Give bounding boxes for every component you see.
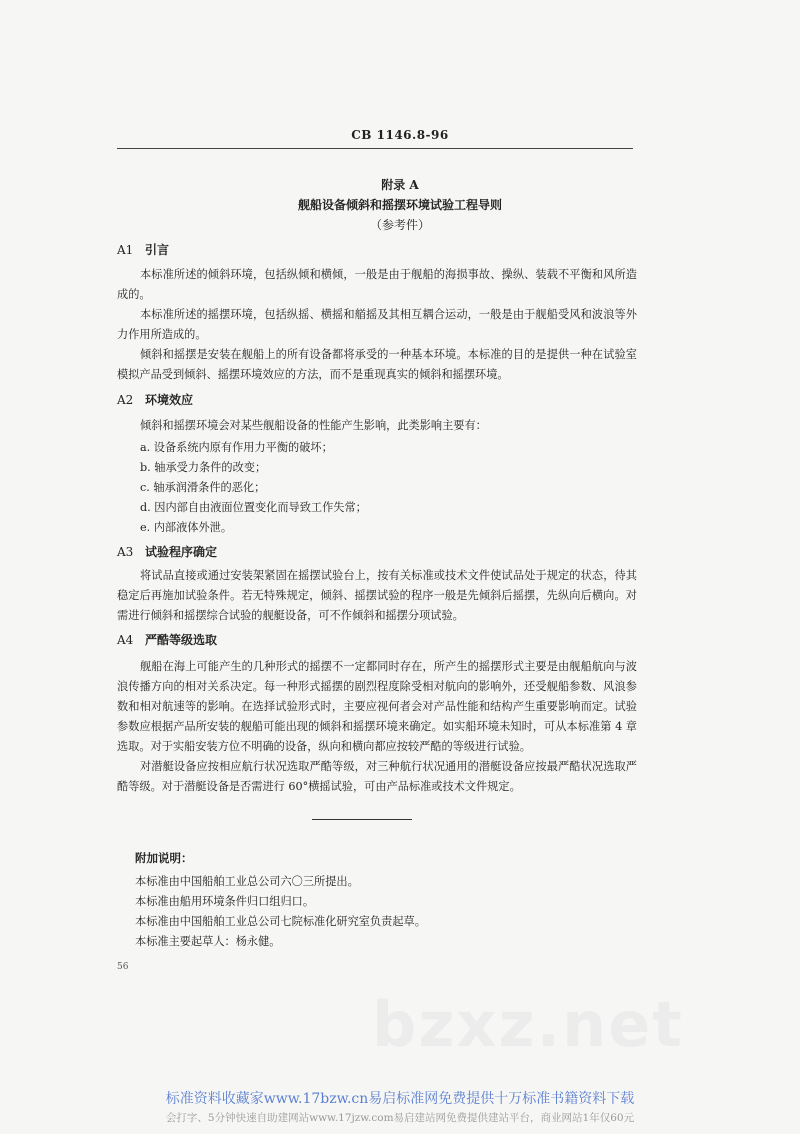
end-rule [312, 819, 412, 820]
section-number: A3 [117, 545, 134, 559]
list-item: e. 内部液体外泄。 [140, 521, 233, 534]
paragraph: 本标准所述的摇摆环境，包括纵摇、横摇和艏摇及其相互耦合运动，一般是由于舰船受风和波浪等外力作用所造成的。 [117, 308, 637, 341]
note-line: 本标准由船用环境条件归口组归口。 [135, 895, 315, 908]
header-rule [117, 148, 633, 149]
footer-ad-line[interactable]: 会打字、5分钟快速自助建网站www.17jzw.com易启建站网免费提供建站平台，商业网站1年仅60元 [165, 1112, 635, 1124]
note-line: 本标准由中国船舶工业总公司七院标准化研究室负责起草。 [135, 915, 426, 928]
list-item: a. 设备系统内原有作用力平衡的破坏； [140, 441, 333, 454]
appendix-label: 附录 A [381, 178, 419, 192]
section-title: 引言 [145, 243, 170, 257]
notes-heading: 附加说明： [135, 851, 193, 865]
section-title: 严酷等级选取 [145, 633, 218, 647]
section-number: A2 [117, 393, 134, 407]
section-number: A4 [117, 633, 134, 647]
page-number: 56 [117, 962, 129, 972]
paragraph: 倾斜和摇摆环境会对某些舰船设备的性能产生影响，此类影响主要有： [140, 419, 487, 432]
section-heading-a1 [117, 241, 169, 258]
document-code: CB 1146.8-96 [351, 128, 449, 142]
paragraph: 对潜艇设备应按相应航行状况选取严酷等级，对三种航行状况通用的潜艇设备应按最严酷状况选取严酷等级。对于潜艇设备是否需进行 60°横摇试验，可由产品标准或技术文件规定。 [117, 760, 637, 793]
list-item: d. 因内部自由液面位置变化而导致工作失常； [140, 501, 367, 514]
paragraph: 将试品直接或通过安装架紧固在摇摆试验台上，按有关标准或技术文件使试品处于规定的状态，待其稳定后再施加试验条件。若无特殊规定，倾斜、摇摆试验的程序一般是先倾斜后摇摆，先纵向后横向。对需进行倾斜和摇摆综合试验的舰艇设备，可不作倾斜和摇摆分项试验。 [117, 569, 637, 622]
note-line: 本标准主要起草人：杨永健。 [135, 935, 281, 948]
paragraph: 舰船在海上可能产生的几种形式的摇摆不一定都同时存在，所产生的摇摆形式主要是由舰船航向与波浪传播方向的相对关系决定。每一种形式摇摆的剧烈程度除受相对航向的影响外，还受舰船参数、风浪参数和相对航速等的影响。在选择试验形式时，主要应视何者会对产品性能和结构产生重要影响而定。试验参数应根据产品所安装的舰船可能出现的倾斜和摇摆环境来确定。如实船环境未知时，可从本标准第 4 章选取。对于实船安装方位不明确的设备，纵向和横向都应按较严酷的等级进行试验。 [117, 660, 637, 753]
footer-link-line[interactable]: 标准资料收藏家www.17bzw.cn易启标准网免费提供十万标准书籍资料下载 [165, 1091, 635, 1107]
list-item: c. 轴承润滑条件的恶化； [140, 481, 266, 494]
section-title: 环境效应 [145, 393, 194, 407]
section-number: A1 [117, 243, 134, 257]
list-item: b. 轴承受力条件的改变； [140, 461, 267, 474]
section-heading-a3 [117, 543, 217, 560]
note-line: 本标准由中国船舶工业总公司六〇三所提出。 [135, 875, 359, 888]
paragraph: 本标准所述的倾斜环境，包括纵倾和横倾，一般是由于舰船的海损事故、操纵、装载不平衡和风所造成的。 [117, 268, 637, 301]
section-heading-a2 [117, 391, 193, 408]
appendix-note: （参考件） [369, 218, 430, 232]
section-heading-a4 [117, 631, 217, 648]
paragraph: 倾斜和摇摆是安装在舰船上的所有设备都将承受的一种基本环境。本标准的目的是提供一种在试验室模拟产品受到倾斜、摇摆环境效应的方法，而不是重现真实的倾斜和摇摆环境。 [117, 348, 637, 381]
section-title: 试验程序确定 [145, 545, 218, 559]
watermark: bzxz.net [372, 988, 684, 1061]
appendix-title: 舰船设备倾斜和摇摆环境试验工程导则 [297, 198, 502, 212]
